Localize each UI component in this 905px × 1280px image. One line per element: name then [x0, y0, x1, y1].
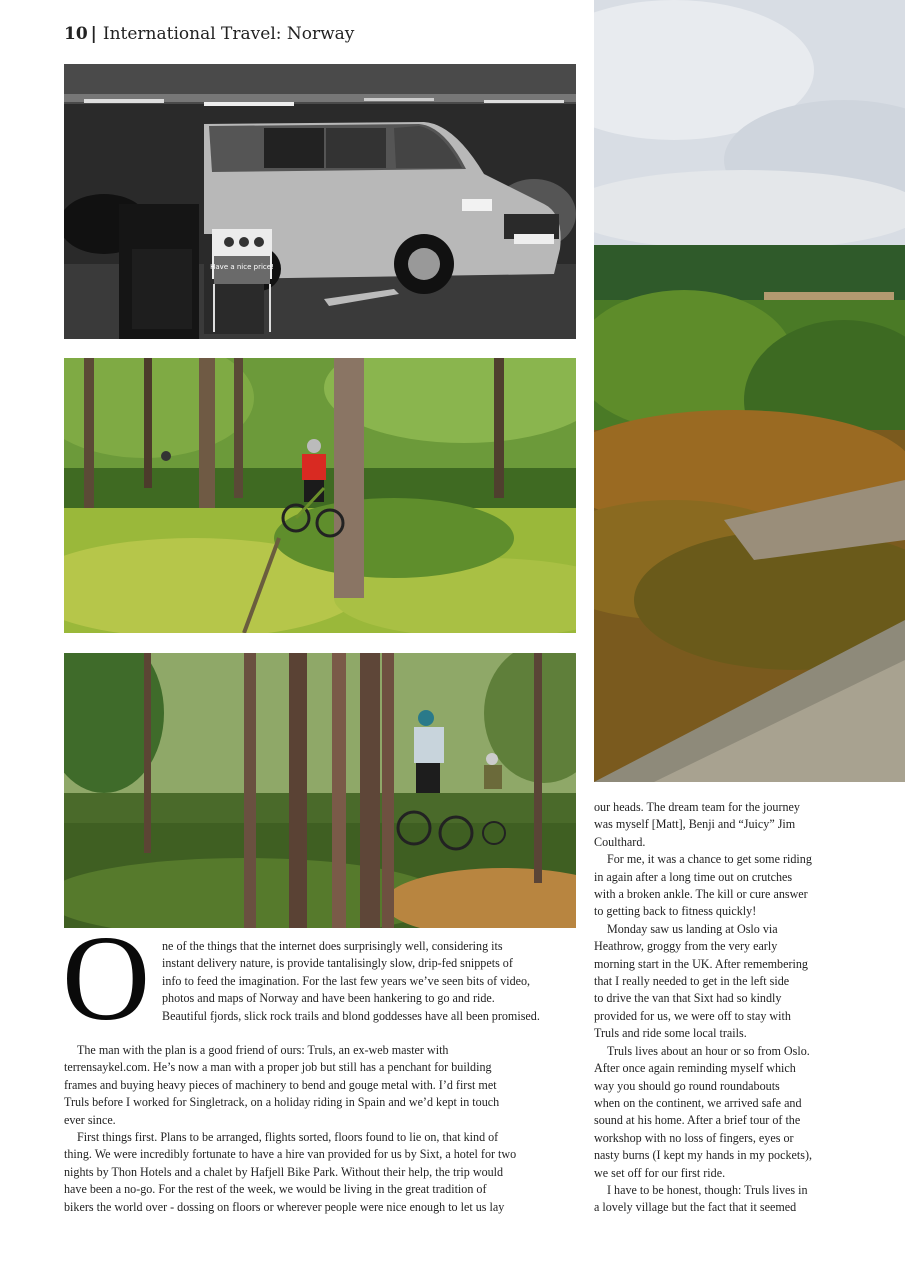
body-text-line: workshop with no loss of fingers, eyes or — [594, 1130, 794, 1145]
body-text-line: Truls lives about an hour or so from Oslo. — [607, 1043, 810, 1058]
body-text-line: nasty burns (I kept my hands in my pockets), — [594, 1148, 812, 1163]
body-text-line: to drive the van that Sixt had so kindly — [594, 991, 782, 1006]
pines-image — [64, 653, 576, 928]
section-title: International Travel: Norway — [102, 24, 355, 44]
intro-line: photos and maps of Norway and have been hankering to go and ride. — [162, 991, 495, 1006]
body-text-line: a lovely village but the fact that it seemed — [594, 1200, 797, 1215]
header-separator: | — [90, 24, 97, 44]
body-text-line: in again after a long time out on crutches — [594, 869, 793, 884]
body-text-line: For me, it was a chance to get some riding — [607, 852, 812, 867]
body-text-line: Heathrow, groggy from the very early — [594, 939, 778, 954]
body-text-line: Monday saw us landing at Oslo via — [607, 921, 778, 936]
body-text-line: that I really needed to get in the left side — [594, 974, 790, 989]
drop-cap: O — [62, 911, 151, 1046]
body-text-line: ever since. — [64, 1112, 116, 1127]
body-text-line: our heads. The dream team for the journey — [594, 800, 800, 814]
body-text-line: provided for us, we were off to stay with — [594, 1008, 791, 1023]
body-text-line: frames and buying heavy pieces of machinery to bend and gouge metal with. I’d first met — [64, 1077, 497, 1092]
body-text-line: have been a no-go. For the rest of the week, we would be living in the great tradition of — [64, 1182, 487, 1197]
body-text-line: thing. We were incredibly fortunate to have a hire van provided for us by Sixt, a hotel for two — [64, 1147, 517, 1162]
body-column-left — [64, 1042, 578, 1216]
body-text-line: terrensaykel.com. He’s now a man with a proper job but still has a penchant for building — [64, 1060, 492, 1075]
body-text-line: when on the continent, we arrived safe and — [594, 1095, 802, 1110]
page-number: 10 — [64, 24, 88, 44]
photo-riders-pine-forest — [64, 653, 576, 928]
body-text-line: Coulthard. — [594, 834, 646, 849]
body-text-line: morning start in the UK. After remembering — [594, 956, 808, 971]
body-text-line: to getting back to fitness quickly! — [594, 904, 757, 919]
body-text-line: Truls and ride some local trails. — [594, 1026, 747, 1041]
body-text-line: way you should go round roundabouts — [594, 1078, 780, 1093]
body-text-line: nights by Thon Hotels and a chalet by Hafjell Bike Park. Without their help, the trip would — [64, 1164, 504, 1179]
body-text-line: The man with the plan is a good friend of ours: Truls, an ex-web master with — [77, 1043, 449, 1057]
van-image — [64, 64, 576, 339]
body-text-line: I have to be honest, though: Truls lives in — [607, 1182, 808, 1197]
intro-line: instant delivery nature, is provide tantalisingly slow, drip-fed snippets of — [162, 956, 513, 971]
page-header — [64, 24, 354, 44]
body-text-line: was myself [Matt], Benji and “Juicy” Jim — [594, 817, 796, 832]
body-text-line: bikers the world over - dossing on floors or wherever people were nice enough to let us lay — [64, 1199, 505, 1214]
landscape-image — [594, 0, 905, 782]
body-text-line: After once again reminding myself which — [594, 1061, 796, 1076]
intro-line: ne of the things that the internet does surprisingly well, considering its — [162, 939, 503, 953]
body-text-line: we set off for our first ride. — [594, 1165, 726, 1180]
photo-rider-green-forest — [64, 358, 576, 633]
photo-van-parking-garage — [64, 64, 576, 339]
body-text-line: Truls before I worked for Singletrack, on a holiday riding in Spain and we’d kept in touch — [64, 1095, 500, 1110]
intro-line: info to feed the imagination. For the last few years we’ve seen bits of video, — [162, 973, 531, 988]
intro-line: Beautiful fjords, slick rock trails and blond goddesses have all been promised. — [162, 1008, 540, 1023]
article-intro — [162, 938, 578, 1025]
body-column-right — [594, 799, 844, 1217]
photo-norway-landscape — [594, 0, 905, 782]
body-text-line: with a broken ankle. The kill or cure answer — [594, 887, 808, 902]
body-text-line: sound at his home. After a brief tour of the — [594, 1113, 801, 1128]
forest-image — [64, 358, 576, 633]
body-text-line: First things first. Plans to be arranged, flights sorted, floors found to lie on, that kind of — [77, 1130, 499, 1145]
trolley-sign-text: Have a nice price! — [210, 263, 274, 271]
